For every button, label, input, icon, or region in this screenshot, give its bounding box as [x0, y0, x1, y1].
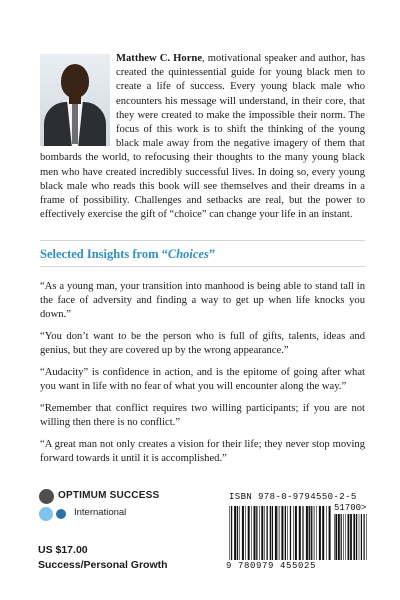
logo-dot-icon	[39, 489, 54, 504]
barcode-bar	[275, 506, 277, 560]
insights-title: Selected Insights from “Choices”	[40, 247, 216, 261]
barcode	[226, 492, 368, 572]
barcode-bar	[278, 506, 279, 560]
barcode-bar	[264, 506, 265, 560]
barcode-bar	[322, 506, 324, 560]
barcode-bar	[229, 506, 230, 560]
barcode-bar	[245, 506, 246, 560]
addon-text: 51700>	[334, 503, 367, 513]
addon-bar	[334, 514, 335, 560]
barcode-bar	[242, 506, 244, 560]
barcode-bar	[302, 506, 303, 560]
addon-bars	[334, 514, 368, 560]
barcode-bar	[234, 506, 236, 560]
barcode-bar	[311, 506, 312, 560]
quote-list	[40, 280, 365, 474]
addon-bar	[350, 514, 352, 560]
addon-bar	[359, 514, 360, 560]
price: US $17.00	[38, 544, 88, 556]
divider	[40, 240, 365, 241]
barcode-bar	[316, 506, 317, 560]
addon-bar	[345, 514, 346, 560]
author-name: Matthew C. Horne	[116, 53, 203, 64]
addon-bar	[353, 514, 355, 560]
addon-bar	[361, 514, 362, 560]
author-photo	[40, 54, 110, 146]
addon-bar	[348, 514, 350, 560]
barcode-bar	[239, 506, 240, 560]
barcode-bar	[270, 506, 271, 560]
addon-bar	[366, 514, 367, 560]
barcode-bar	[306, 506, 308, 560]
addon-bar	[341, 514, 342, 560]
addon-bar	[356, 514, 357, 560]
book-title: Choices	[167, 247, 209, 261]
quote-item: “As a young man, your transition into manhood is being able to stand tall in the face of adversity and finding a way to get up when life knocks you down.”	[40, 281, 365, 320]
barcode-bar	[259, 506, 260, 560]
barcode-bar	[303, 506, 304, 560]
addon-bar	[364, 514, 365, 560]
barcode-bar	[287, 506, 288, 560]
quote-item: “You don’t want to be the person who is full of gifts, talents, ideas and genius, but they are covered up by the wrong appearance.”	[40, 331, 365, 356]
ean-text: 9 780979 455025	[226, 561, 317, 571]
addon-bar	[338, 514, 340, 560]
barcode-bar	[295, 506, 297, 560]
barcode-bar	[285, 506, 286, 560]
addon-bar	[343, 514, 344, 560]
quote-item: “Audacity” is confidence in action, and is the epitome of going after what you want in life with no fear of what you will encounter along the way.”	[40, 367, 365, 392]
bio-text: , motivational speaker and author, has created the quintessential guide for young black men to create a life of success. Every young black male who encounters his message will understand, in their core, that they were created to make the impossible their norm. The focus of this work is to shift the thinking of the young black male away from the negative imagery of them that bombards the world, to refocusing their thoughts to the many young black men who have created incredibly successful lives. In doing so, every young black male who reads this book will see themselves and their dreams in a frame of possibility. Challenges and setbacks are real, but the power to effectively exercise the gift of “choice” can change your life in an instant.	[40, 53, 365, 221]
barcode-bar	[279, 506, 280, 560]
category: Success/Personal Growth	[38, 559, 168, 571]
quote-item: “Remember that conflict requires two willing participants; if you are not willing then there is no conflict.”	[40, 403, 365, 428]
barcode-bar	[237, 506, 238, 560]
barcode-bar	[231, 506, 232, 560]
barcode-bar	[319, 506, 321, 560]
barcode-bar	[309, 506, 310, 560]
barcode-bar	[272, 506, 273, 560]
author-bio	[40, 52, 365, 222]
logo-dot-icon	[39, 507, 53, 521]
barcode-bar	[326, 506, 327, 560]
barcode-bar	[313, 506, 314, 560]
quote-item: “A great man not only creates a vision for their life; they never stop moving forward towards it until it is accomplished.”	[40, 439, 365, 464]
barcode-bar	[290, 506, 291, 560]
barcode-bar	[314, 506, 315, 560]
barcode-bar	[281, 506, 283, 560]
barcode-bars	[229, 506, 331, 560]
logo-dot-icon	[56, 509, 66, 519]
barcode-bar	[254, 506, 256, 560]
barcode-bar	[267, 506, 268, 560]
publisher-name: OPTIMUM SUCCESS	[58, 490, 160, 501]
publisher-logo	[36, 487, 196, 531]
barcode-bar	[251, 506, 252, 560]
divider	[40, 266, 365, 267]
barcode-bar	[261, 506, 263, 560]
addon-bar	[335, 514, 337, 560]
isbn-text: ISBN 978-0-9794550-2-5	[229, 492, 357, 502]
barcode-bar	[299, 506, 301, 560]
barcode-bar	[256, 506, 257, 560]
publisher-sub: International	[74, 507, 127, 518]
barcode-bar	[329, 506, 331, 560]
barcode-bar	[248, 506, 250, 560]
barcode-bar	[293, 506, 294, 560]
